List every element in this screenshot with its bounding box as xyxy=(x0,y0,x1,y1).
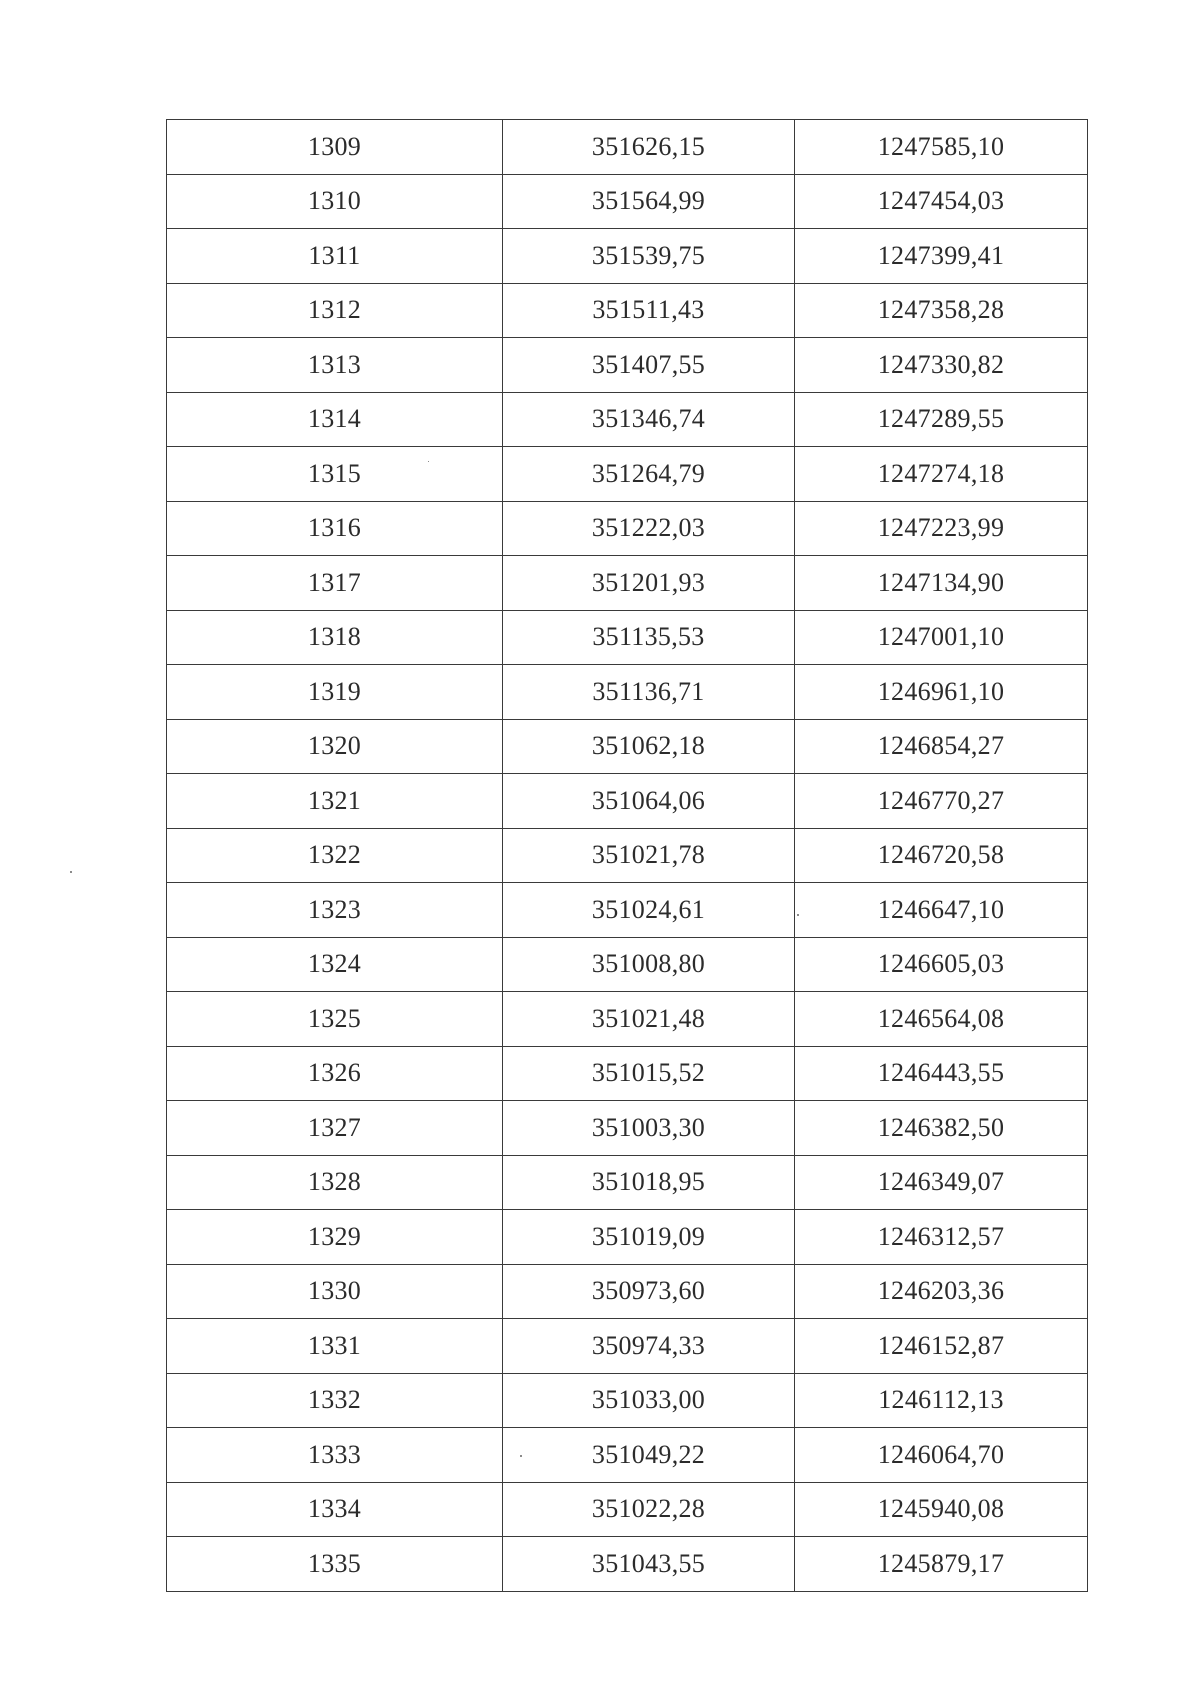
table-row xyxy=(167,1101,1088,1156)
point-number-cell: 1310 xyxy=(167,174,503,229)
y-coordinate-cell: 1247274,18 xyxy=(795,447,1088,502)
point-number-cell: 1316 xyxy=(167,501,503,556)
point-number-cell: 1334 xyxy=(167,1482,503,1537)
y-coordinate-cell: 1245940,08 xyxy=(795,1482,1088,1537)
x-coordinate-cell: 351564,99 xyxy=(503,174,795,229)
point-number-cell: 1335 xyxy=(167,1537,503,1592)
x-coordinate-cell: 351019,09 xyxy=(503,1210,795,1265)
y-coordinate-cell: 1247134,90 xyxy=(795,556,1088,611)
y-coordinate-cell: 1246349,07 xyxy=(795,1155,1088,1210)
coordinates-table xyxy=(166,119,1088,1592)
x-coordinate-cell: 351136,71 xyxy=(503,665,795,720)
table-row xyxy=(167,447,1088,502)
table-row xyxy=(167,229,1088,284)
scan-speck xyxy=(797,914,799,916)
point-number-cell: 1333 xyxy=(167,1428,503,1483)
point-number-cell: 1323 xyxy=(167,883,503,938)
point-number-cell: 1314 xyxy=(167,392,503,447)
point-number-cell: 1331 xyxy=(167,1319,503,1374)
point-number-cell: 1325 xyxy=(167,992,503,1047)
y-coordinate-cell: 1247001,10 xyxy=(795,610,1088,665)
y-coordinate-cell: 1247289,55 xyxy=(795,392,1088,447)
point-number-cell: 1321 xyxy=(167,774,503,829)
table-row xyxy=(167,937,1088,992)
x-coordinate-cell: 351135,53 xyxy=(503,610,795,665)
table-row xyxy=(167,774,1088,829)
point-number-cell: 1330 xyxy=(167,1264,503,1319)
point-number-cell: 1315 xyxy=(167,447,503,502)
table-row xyxy=(167,174,1088,229)
y-coordinate-cell: 1246647,10 xyxy=(795,883,1088,938)
table-row xyxy=(167,1319,1088,1374)
x-coordinate-cell: 351407,55 xyxy=(503,338,795,393)
y-coordinate-cell: 1246203,36 xyxy=(795,1264,1088,1319)
y-coordinate-cell: 1246854,27 xyxy=(795,719,1088,774)
x-coordinate-cell: 351222,03 xyxy=(503,501,795,556)
point-number-cell: 1324 xyxy=(167,937,503,992)
table-row xyxy=(167,392,1088,447)
x-coordinate-cell: 351511,43 xyxy=(503,283,795,338)
table-row xyxy=(167,828,1088,883)
y-coordinate-cell: 1246064,70 xyxy=(795,1428,1088,1483)
x-coordinate-cell: 351049,22 xyxy=(503,1428,795,1483)
x-coordinate-cell: 351021,48 xyxy=(503,992,795,1047)
table-row xyxy=(167,719,1088,774)
table-row xyxy=(167,1155,1088,1210)
y-coordinate-cell: 1246605,03 xyxy=(795,937,1088,992)
scan-speck xyxy=(70,871,72,873)
point-number-cell: 1332 xyxy=(167,1373,503,1428)
y-coordinate-cell: 1246382,50 xyxy=(795,1101,1088,1156)
x-coordinate-cell: 351015,52 xyxy=(503,1046,795,1101)
x-coordinate-cell: 351201,93 xyxy=(503,556,795,611)
coordinates-table-body xyxy=(167,120,1088,1592)
x-coordinate-cell: 351024,61 xyxy=(503,883,795,938)
y-coordinate-cell: 1247454,03 xyxy=(795,174,1088,229)
point-number-cell: 1326 xyxy=(167,1046,503,1101)
table-row xyxy=(167,610,1088,665)
scan-speck xyxy=(520,1455,522,1457)
y-coordinate-cell: 1246720,58 xyxy=(795,828,1088,883)
y-coordinate-cell: 1246564,08 xyxy=(795,992,1088,1047)
point-number-cell: 1317 xyxy=(167,556,503,611)
table-row xyxy=(167,501,1088,556)
x-coordinate-cell: 351043,55 xyxy=(503,1537,795,1592)
x-coordinate-cell: 351626,15 xyxy=(503,120,795,175)
table-row xyxy=(167,1537,1088,1592)
table-row xyxy=(167,992,1088,1047)
y-coordinate-cell: 1245879,17 xyxy=(795,1537,1088,1592)
table-row xyxy=(167,1482,1088,1537)
y-coordinate-cell: 1246312,57 xyxy=(795,1210,1088,1265)
y-coordinate-cell: 1247585,10 xyxy=(795,120,1088,175)
point-number-cell: 1319 xyxy=(167,665,503,720)
x-coordinate-cell: 351264,79 xyxy=(503,447,795,502)
x-coordinate-cell: 351008,80 xyxy=(503,937,795,992)
point-number-cell: 1327 xyxy=(167,1101,503,1156)
point-number-cell: 1328 xyxy=(167,1155,503,1210)
table-row xyxy=(167,665,1088,720)
table-row xyxy=(167,338,1088,393)
table-row xyxy=(167,883,1088,938)
scan-speck xyxy=(428,461,429,462)
table-row xyxy=(167,120,1088,175)
point-number-cell: 1329 xyxy=(167,1210,503,1265)
point-number-cell: 1318 xyxy=(167,610,503,665)
point-number-cell: 1309 xyxy=(167,120,503,175)
x-coordinate-cell: 351539,75 xyxy=(503,229,795,284)
y-coordinate-cell: 1247399,41 xyxy=(795,229,1088,284)
y-coordinate-cell: 1246443,55 xyxy=(795,1046,1088,1101)
x-coordinate-cell: 351062,18 xyxy=(503,719,795,774)
point-number-cell: 1320 xyxy=(167,719,503,774)
table-row xyxy=(167,556,1088,611)
x-coordinate-cell: 351033,00 xyxy=(503,1373,795,1428)
point-number-cell: 1322 xyxy=(167,828,503,883)
y-coordinate-cell: 1246770,27 xyxy=(795,774,1088,829)
point-number-cell: 1312 xyxy=(167,283,503,338)
x-coordinate-cell: 351021,78 xyxy=(503,828,795,883)
y-coordinate-cell: 1247223,99 xyxy=(795,501,1088,556)
x-coordinate-cell: 351003,30 xyxy=(503,1101,795,1156)
x-coordinate-cell: 351022,28 xyxy=(503,1482,795,1537)
point-number-cell: 1313 xyxy=(167,338,503,393)
y-coordinate-cell: 1246961,10 xyxy=(795,665,1088,720)
table-row xyxy=(167,283,1088,338)
point-number-cell: 1311 xyxy=(167,229,503,284)
x-coordinate-cell: 351346,74 xyxy=(503,392,795,447)
y-coordinate-cell: 1246112,13 xyxy=(795,1373,1088,1428)
table-row xyxy=(167,1264,1088,1319)
y-coordinate-cell: 1247358,28 xyxy=(795,283,1088,338)
table-row xyxy=(167,1373,1088,1428)
table-row xyxy=(167,1210,1088,1265)
x-coordinate-cell: 351064,06 xyxy=(503,774,795,829)
table-row xyxy=(167,1046,1088,1101)
x-coordinate-cell: 351018,95 xyxy=(503,1155,795,1210)
y-coordinate-cell: 1247330,82 xyxy=(795,338,1088,393)
x-coordinate-cell: 350973,60 xyxy=(503,1264,795,1319)
table-row xyxy=(167,1428,1088,1483)
y-coordinate-cell: 1246152,87 xyxy=(795,1319,1088,1374)
x-coordinate-cell: 350974,33 xyxy=(503,1319,795,1374)
